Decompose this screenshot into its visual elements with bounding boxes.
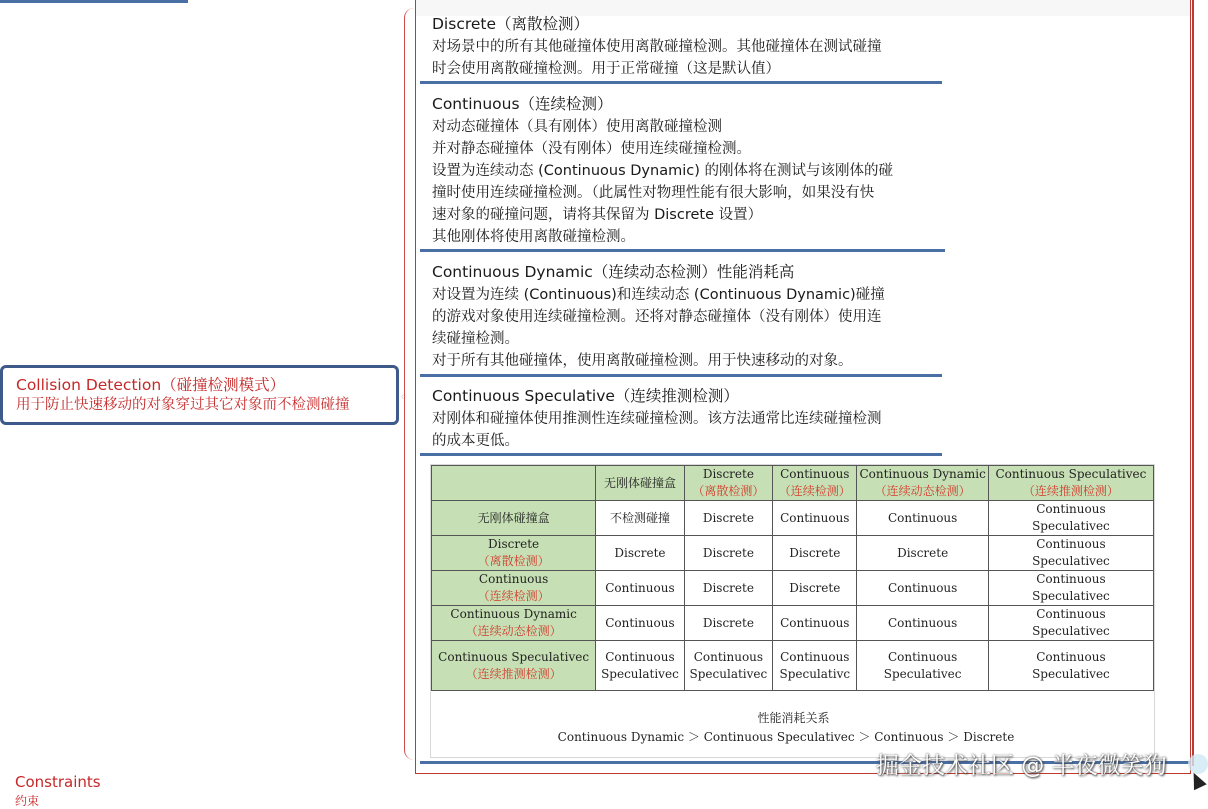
watermark: 掘金技术社区 @ 半夜微笑狗 bbox=[876, 753, 1167, 779]
column-header: Continuous Speculativec （连续推测检测） bbox=[988, 466, 1153, 501]
constraints-subtitle: 约束 bbox=[15, 794, 40, 808]
topic-divider bbox=[420, 374, 942, 377]
table-row bbox=[432, 641, 1154, 691]
topic-line: 撞时使用连续碰撞检测。（此属性对物理性能有很大影响，如果没有快 bbox=[432, 185, 875, 201]
row-header: Continuous Dynamic （连续动态检测） bbox=[432, 606, 596, 641]
table-cell: Discrete bbox=[684, 571, 772, 606]
table-cell: Continuous Speculativec bbox=[857, 641, 988, 691]
connector-icon: ◦ bbox=[400, 390, 408, 404]
topic-line: 时会使用离散碰撞检测。用于正常碰撞（这是默认值） bbox=[432, 61, 780, 77]
table-cell: Discrete bbox=[684, 501, 772, 536]
table-cell: Continuous Speculativc bbox=[773, 641, 857, 691]
topic-line: 对动态碰撞体（具有刚体）使用离散碰撞检测 bbox=[432, 119, 722, 135]
table-cell: Continuous Speculativec bbox=[988, 641, 1153, 691]
row-header: Continuous （连续检测） bbox=[432, 571, 596, 606]
table-cell: Continuous Speculativec bbox=[988, 606, 1153, 641]
topic-line: 速对象的碰撞问题，请将其保留为 Discrete 设置） bbox=[432, 207, 763, 223]
column-header: Discrete （离散检测） bbox=[684, 466, 772, 501]
root-node-title: Collision Detection（碰撞检测模式） bbox=[16, 376, 286, 394]
row-header: 无刚体碰撞盒 bbox=[432, 501, 596, 536]
topic-continuous-dynamic[interactable] bbox=[420, 260, 885, 372]
topic-line: 并对静态碰撞体（没有刚体）使用连续碰撞检测。 bbox=[432, 141, 751, 157]
table-cell: Continuous Speculativec bbox=[988, 501, 1153, 536]
table-cell: Continuous bbox=[773, 606, 857, 641]
table-cell: Continuous bbox=[857, 606, 988, 641]
table-cell: Continuous Speculativec bbox=[596, 641, 684, 691]
table-cell: Continuous bbox=[857, 501, 988, 536]
collision-matrix-image[interactable] bbox=[430, 464, 1155, 758]
column-header: 无刚体碰撞盒 bbox=[596, 466, 684, 501]
root-node-collision-detection[interactable] bbox=[0, 365, 399, 425]
topic-continuous-speculative[interactable] bbox=[420, 384, 882, 452]
table-cell: Discrete bbox=[773, 536, 857, 571]
topic-line: 对于所有其他碰撞体，使用离散碰撞检测。用于快速移动的对象。 bbox=[432, 353, 853, 369]
table-row bbox=[432, 606, 1154, 641]
table-corner-cell bbox=[432, 466, 596, 501]
table-cell: Discrete bbox=[684, 536, 772, 571]
table-cell: Continuous bbox=[596, 571, 684, 606]
table-cell: 不检测碰撞 bbox=[596, 501, 684, 536]
top-divider bbox=[0, 0, 188, 3]
topic-line: 对场景中的所有其他碰撞体使用离散碰撞检测。其他碰撞体在测试碰撞 bbox=[432, 39, 882, 55]
topic-line: 续碰撞检测。 bbox=[432, 331, 519, 347]
constraints-node[interactable]: Constraints bbox=[15, 773, 101, 791]
table-cell: Continuous Speculativec bbox=[988, 536, 1153, 571]
topic-discrete[interactable] bbox=[420, 12, 882, 80]
topic-line: 对刚体和碰撞体使用推测性连续碰撞检测。该方法通常比连续碰撞检测 bbox=[432, 411, 882, 427]
table-row bbox=[432, 536, 1154, 571]
root-node-subtitle: 用于防止快速移动的对象穿过其它对象而不检测碰撞 bbox=[16, 397, 350, 413]
branch-brace bbox=[404, 8, 418, 760]
row-header: Continuous Speculativec （连续推测检测） bbox=[432, 641, 596, 691]
topic-line: 的成本更低。 bbox=[432, 433, 519, 449]
column-header: Continuous （连续检测） bbox=[773, 466, 857, 501]
topic-title: Continuous Speculative（连续推测检测） bbox=[432, 387, 739, 405]
topic-line: 的游戏对象使用连续碰撞检测。还将对静态碰撞体（没有刚体）使用连 bbox=[432, 309, 882, 325]
topic-divider bbox=[420, 453, 942, 456]
topic-title: Continuous Dynamic（连续动态检测）性能消耗高 bbox=[432, 263, 795, 281]
topic-continuous[interactable] bbox=[420, 92, 893, 248]
row-header: Discrete （离散检测） bbox=[432, 536, 596, 571]
topic-line: 对设置为连续 (Continuous)和连续动态 (Continuous Dynamic)碰撞 bbox=[432, 287, 885, 303]
table-cell: Continuous Speculativec bbox=[988, 571, 1153, 606]
table-cell: Discrete bbox=[857, 536, 988, 571]
table-cell: Continuous bbox=[596, 606, 684, 641]
topic-divider bbox=[420, 81, 942, 84]
topic-line: 设置为连续动态 (Continuous Dynamic) 的刚体将在测试与该刚体的碰 bbox=[432, 163, 893, 179]
table-row bbox=[432, 571, 1154, 606]
right-divider bbox=[1192, 0, 1194, 766]
table-row bbox=[432, 501, 1154, 536]
table-cell: Discrete bbox=[684, 606, 772, 641]
topic-title: Continuous（连续检测） bbox=[432, 95, 613, 113]
performance-order: Continuous Dynamic ＞ Continuous Speculativec ＞ Continuous ＞ Discrete bbox=[557, 730, 1015, 744]
table-cell: Continuous bbox=[773, 501, 857, 536]
column-header: Continuous Dynamic （连续动态检测） bbox=[857, 466, 988, 501]
collision-matrix-table bbox=[431, 465, 1154, 691]
table-cell: Discrete bbox=[596, 536, 684, 571]
table-cell: Continuous Speculativec bbox=[684, 641, 772, 691]
table-cell: Continuous bbox=[857, 571, 988, 606]
topic-title: Discrete（离散检测） bbox=[432, 15, 590, 33]
performance-title: 性能消耗关系 bbox=[757, 711, 830, 725]
table-cell: Discrete bbox=[773, 571, 857, 606]
topic-line: 其他刚体将使用离散碰撞检测。 bbox=[432, 229, 635, 245]
topic-divider bbox=[420, 249, 945, 252]
